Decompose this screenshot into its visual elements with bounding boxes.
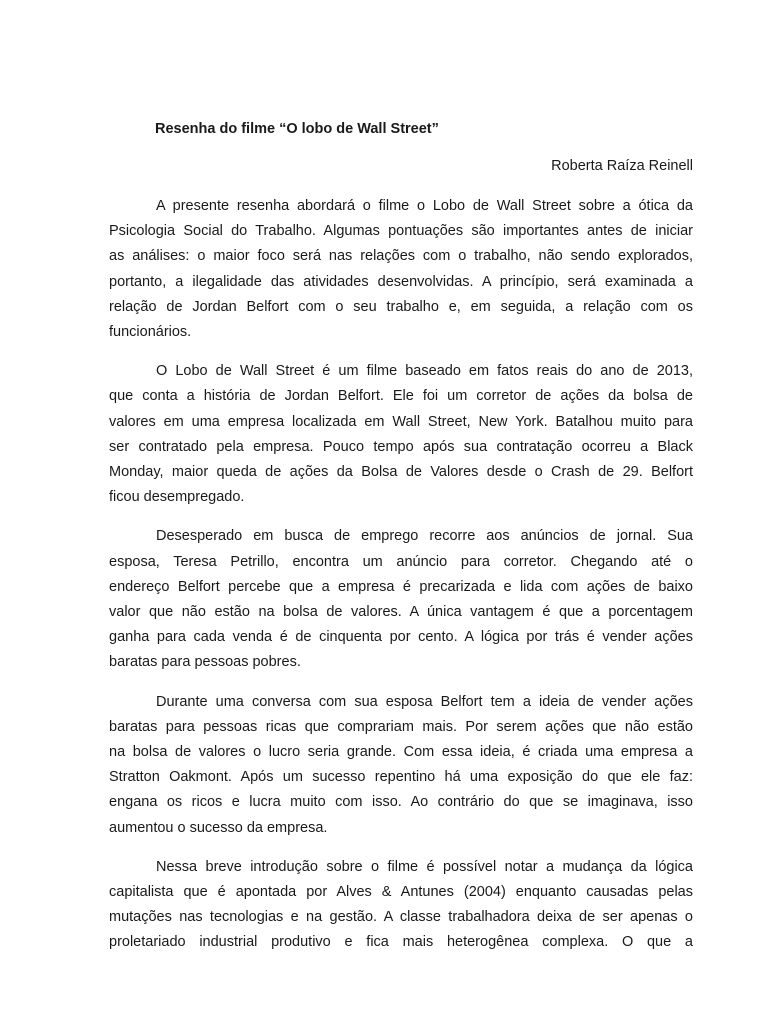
paragraph-line: Stratton Oakmont. Após um sucesso repentino há uma exposição do que ele faz:: [109, 769, 693, 786]
body-paragraph: [109, 524, 693, 675]
paragraph-line: valor que não estão na bolsa de valores. A única vantagem é que a porcentagem: [109, 604, 693, 621]
body-paragraph: [109, 359, 693, 510]
paragraph-line: Psicologia Social do Trabalho. Algumas pontuações são importantes antes de iniciar: [109, 223, 693, 240]
paragraph-line: Desesperado em busca de emprego recorre aos anúncios de jornal. Sua: [156, 528, 693, 545]
paragraph-line: proletariado industrial produtivo e fica mais heterogênea complexa. O que a: [109, 934, 693, 951]
paragraph-line: capitalista que é apontada por Alves & Antunes (2004) enquanto causadas pelas: [109, 884, 693, 901]
body-paragraph: [109, 690, 693, 841]
paragraph-line: relação de Jordan Belfort com o seu trabalho e, em seguida, a relação com os: [109, 298, 693, 315]
author-name: Roberta Raíza Reinell: [551, 158, 693, 174]
paragraph-line: Durante uma conversa com sua esposa Belfort tem a ideia de vender ações: [156, 693, 693, 710]
document-title: Resenha do filme “O lobo de Wall Street”: [155, 121, 439, 137]
paragraph-line: mutações nas tecnologias e na gestão. A classe trabalhadora deixa de ser apenas o: [109, 909, 693, 926]
paragraph-line: endereço Belfort percebe que a empresa é precarizada e lida com ações de baixo: [109, 578, 693, 595]
paragraph-line: ficou desempregado.: [109, 489, 245, 506]
paragraph-line: esposa, Teresa Petrillo, encontra um anúncio para corretor. Chegando até o: [109, 553, 693, 570]
paragraph-line: que conta a história de Jordan Belfort. Ele foi um corretor de ações da bolsa de: [109, 388, 693, 405]
body-paragraph: [109, 855, 693, 956]
paragraph-line: funcionários.: [109, 324, 192, 341]
paragraph-line: baratas para pessoas pobres.: [109, 654, 301, 671]
paragraph-line: na bolsa de valores o lucro seria grande. Com essa ideia, é criada uma empresa a: [109, 744, 693, 761]
paragraph-line: valores em uma empresa localizada em Wall Street, New York. Batalhou muito para: [109, 413, 693, 430]
paragraph-line: ser contratado pela empresa. Pouco tempo após sua contratação ocorreu a Black: [109, 438, 693, 455]
paragraph-line: aumentou o sucesso da empresa.: [109, 819, 328, 836]
document-body: [109, 194, 693, 970]
paragraph-line: O Lobo de Wall Street é um filme baseado em fatos reais do ano de 2013,: [156, 363, 693, 380]
paragraph-line: as análises: o maior foco será nas relações com o trabalho, não sendo explorados,: [109, 248, 693, 265]
paragraph-line: A presente resenha abordará o filme o Lobo de Wall Street sobre a ótica da: [156, 198, 693, 214]
paragraph-line: ganha para cada venda é de cinquenta por cento. A lógica por trás é vender ações: [109, 629, 693, 646]
paragraph-line: baratas para pessoas ricas que comprariam mais. Por serem ações que não estão: [109, 718, 693, 735]
body-paragraph: [109, 194, 693, 345]
paragraph-line: portanto, a ilegalidade das atividades desenvolvidas. A princípio, será examinada a: [109, 273, 693, 290]
paragraph-line: engana os ricos e lucra muito com isso. Ao contrário do que se imaginava, isso: [109, 794, 693, 811]
paragraph-line: Monday, maior queda de ações da Bolsa de Valores desde o Crash de 29. Belfort: [109, 464, 693, 481]
paragraph-line: Nessa breve introdução sobre o filme é possível notar a mudança da lógica: [156, 858, 693, 875]
